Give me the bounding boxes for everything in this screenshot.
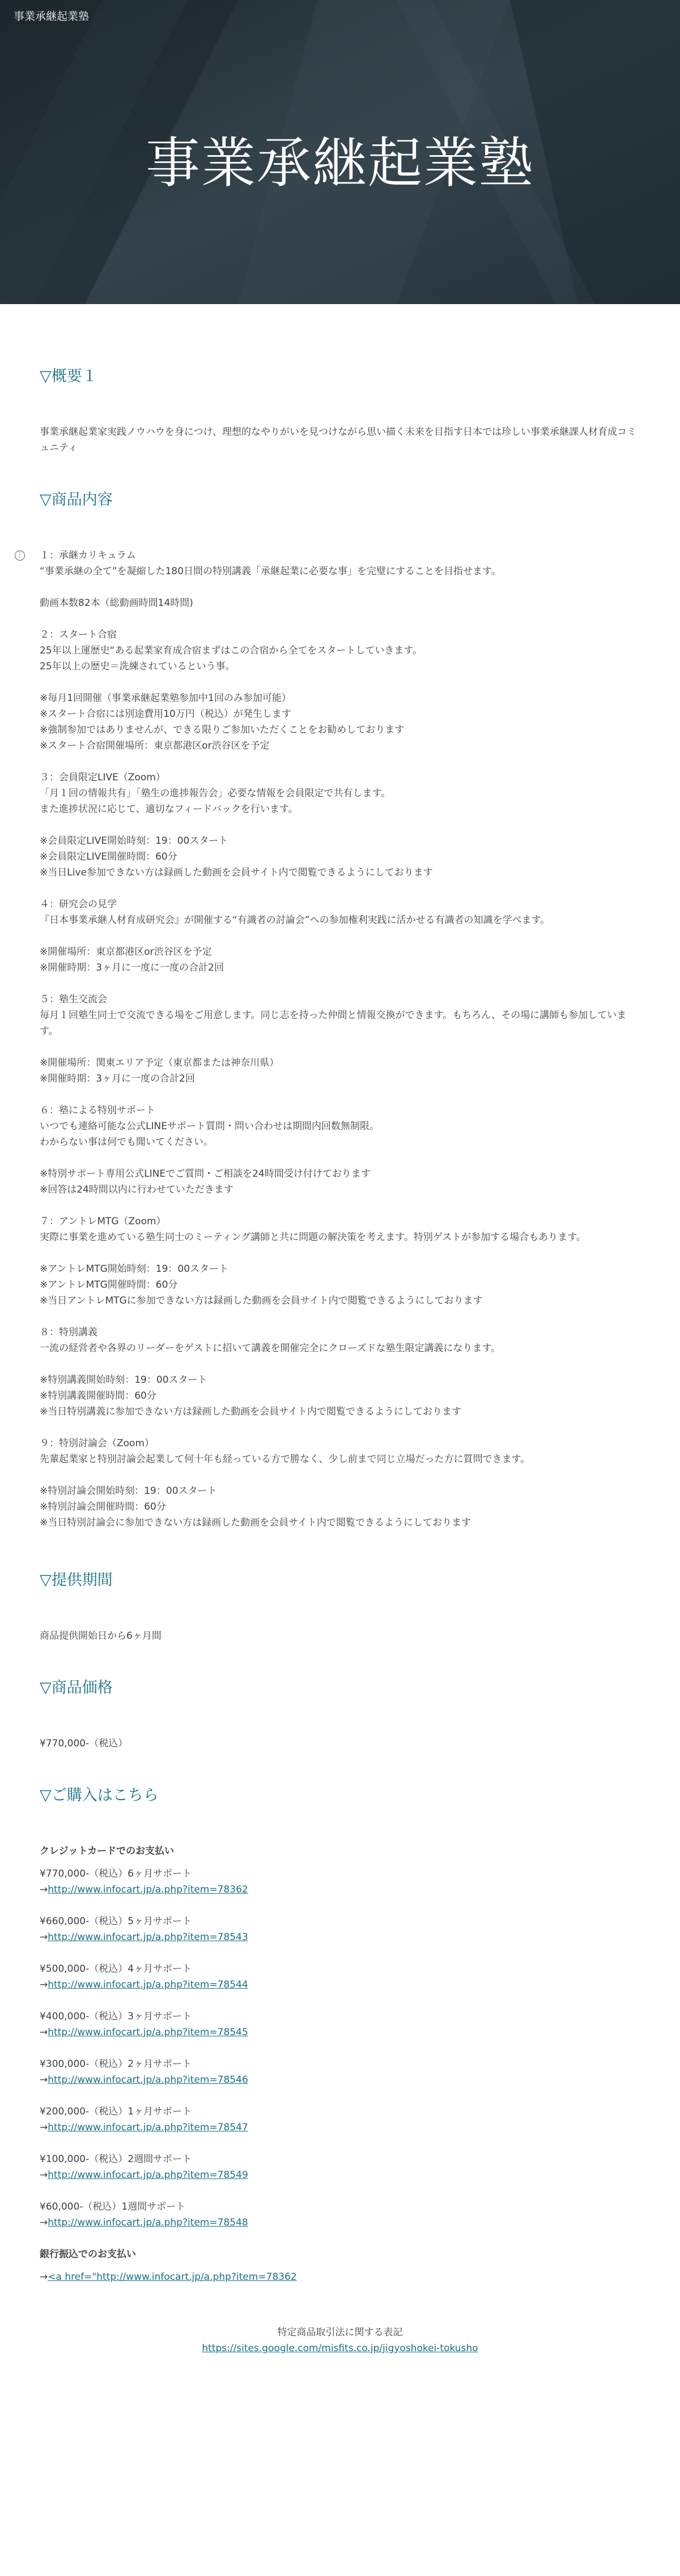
period-text: 商品提供開始日から6ヶ月間 xyxy=(40,1630,162,1642)
purchase-link[interactable]: http://www.infocart.jp/a.php?item=78544 xyxy=(48,1979,248,1990)
arrow: → xyxy=(40,1884,48,1895)
page-footer xyxy=(40,2325,640,2356)
purchase-item xyxy=(40,1866,640,1898)
purchase-section xyxy=(40,1785,640,2285)
period-section xyxy=(40,1570,640,1644)
purchase-heading: ▽ご購入はこちら xyxy=(40,1787,159,1804)
purchase-item xyxy=(40,1913,640,1945)
plan-label: ¥400,000-（税込）3ヶ月サポート xyxy=(40,2011,192,2022)
price-heading: ▽商品価格 xyxy=(40,1679,113,1697)
purchase-item xyxy=(40,2104,640,2135)
purchase-link[interactable]: http://www.infocart.jp/a.php?item=78362 xyxy=(48,1884,248,1895)
plan-label: ¥100,000-（税込）2週間サポート xyxy=(40,2154,192,2165)
plan-label: ¥200,000-（税込）1ヶ月サポート xyxy=(40,2106,192,2117)
legal-notice-label: 特定商品取引法に関する表記 xyxy=(277,2327,403,2338)
overview-section xyxy=(40,366,640,456)
purchase-item xyxy=(40,2199,640,2231)
purchase-link[interactable]: http://www.infocart.jp/a.php?item=78547 xyxy=(48,2122,248,2133)
main-content xyxy=(0,304,680,2379)
arrow: → xyxy=(40,2217,48,2228)
purchase-link[interactable]: http://www.infocart.jp/a.php?item=78549 xyxy=(48,2169,248,2181)
arrow: → xyxy=(40,2074,48,2086)
overview-text: 事業承継起業家実践ノウハウを身につけ、理想的なやりがいを見つけながら思い描く未来を目指す日本では珍しい事業承継課人材育成コミュニティ xyxy=(40,426,636,454)
purchase-link[interactable]: http://www.infocart.jp/a.php?item=78548 xyxy=(48,2217,248,2228)
products-block xyxy=(16,548,640,1531)
plan-label: ¥500,000-（税込）4ヶ月サポート xyxy=(40,1963,192,1975)
legal-notice-link[interactable]: https://sites.google.com/misfits.co.jp/jigyoshokei-tokusho xyxy=(202,2343,478,2354)
plan-label: ¥770,000-（税込）6ヶ月サポート xyxy=(40,1868,192,1879)
purchase-link[interactable]: http://www.infocart.jp/a.php?item=78546 xyxy=(48,2074,248,2086)
purchase-item xyxy=(40,2151,640,2183)
arrow: → xyxy=(40,2122,48,2133)
bank-transfer-item xyxy=(40,2269,640,2285)
purchase-item xyxy=(40,2009,640,2040)
products-heading: ▽商品内容 xyxy=(40,491,113,509)
credit-card-heading: クレジットカードでのお支払い xyxy=(40,1846,175,1857)
plan-label: ¥300,000-（税込）2ヶ月サポート xyxy=(40,2058,192,2070)
arrow: → xyxy=(40,2271,48,2283)
plan-label: ¥60,000-（税込）1週間サポート xyxy=(40,2201,186,2212)
price-text: ¥770,000-（税込） xyxy=(40,1738,128,1749)
hero-banner xyxy=(0,0,680,304)
bank-transfer-heading: 銀行振込でのお支払い xyxy=(40,2249,136,2260)
arrow: → xyxy=(40,1979,48,1990)
purchase-link[interactable]: http://www.infocart.jp/a.php?item=78545 xyxy=(48,2027,248,2038)
purchase-link[interactable]: http://www.infocart.jp/a.php?item=78543 xyxy=(48,1932,248,1943)
arrow: → xyxy=(40,2169,48,2181)
hero-title: 事業承継起業塾 xyxy=(146,131,534,195)
expand-circle-icon[interactable]: ⋮ xyxy=(15,550,25,561)
overview-heading: ▽概要１ xyxy=(40,368,97,385)
arrow: → xyxy=(40,2027,48,2038)
site-name-link[interactable]: 事業承継起業塾 xyxy=(14,10,90,23)
purchase-item xyxy=(40,2056,640,2088)
price-section xyxy=(40,1678,640,1751)
arrow: → xyxy=(40,1932,48,1943)
bank-transfer-link[interactable]: <a href="http://www.infocart.jp/a.php?item=78362 xyxy=(48,2271,297,2283)
products-section xyxy=(16,490,640,1531)
period-heading: ▽提供期間 xyxy=(40,1571,113,1589)
plan-label: ¥660,000-（税込）5ヶ月サポート xyxy=(40,1916,192,1927)
products-text: １：承継カリキュラム “事業承継の全て”を凝縮した180日間の特別講義「承継起業に必要な事」を完璧にすることを目指せます。 動画本数82本（総動画時間14時間) ２：スタート合宿 25年以上運歴史“ある起業家育成合宿まずはこの合宿から全てをスタートしていきます。 25年以上の歴史＝洗練されているという事。 ※毎月1回開催（事業承継起業塾参加中1回のみ参加可能） ※スタート合宿には別途費用10万円（税込）が発生します ※強制参加ではありませんが、できる限りご参加いただくことをお勧めしております ※スタート合宿開催場所：東京都港区or渋谷区を予定 ３：会員限定LIVE（Zoom） 「月１回の情報共有」「塾生の進捗報告会」必要な情報を会員限定で共有します。 また進捗状況に応じて、適切なフィードバックを行います。 ※会員限定LIVE開始時刻：19：00スタート ※会員限定LIVE開催時間：60分 ※当日Live参加できない方は録画した動画を会員サイト内で閲覧できるようにしております ４：研究会の見学 『日本事業承継人材育成研究会』が開催する“有識者の討論会”への参加権利実践に活かせる有識者の知識を学べます。 ※開催場所：東京都港区or渋谷区を予定 ※開催時期：3ヶ月に一度に一度の合計2回 ５：塾生交流会 毎月１回塾生同士で交流できる場をご用意します。同じ志を持った仲間と情報交換ができます。もちろん、その場に講師も参加しています。 ※開催場所：関東エリア予定（東京都または神奈川県） ※開催時期：3ヶ月に一度の合計2回 ６：塾による特別サポート いつでも連絡可能な公式LINEサポート質問・問い合わせは期間内回数無制限。 わからない事は何でも聞いてください。 ※特別サポート専用公式LINEでご質問・ご相談を24時間受け付けております ※回答は24時間以内に行わせていただきます ７：アントレMTG（Zoom） 実際に事業を進めている塾生同士のミーティング講師と共に問題の解決策を考えます。特別ゲストが参加する場合もあります。 ※アントレMTG開始時刻：19：00スタート ※アントレMTG開催時間：60分 ※当日アントレMTGに参加できない方は録画した動画を会員サイト内で閲覧できるようにしております ８：特別講義 一流の経営者や各界のリーダーをゲストに招いて講義を開催完全にクローズドな塾生限定講義になります。 ※特別講義開始時刻：19：00スタート ※特別講義開催時間：60分 ※当日特別講義に参加できない方は録画した動画を会員サイト内で閲覧できるようにしております ９：特別討論会（Zoom） 先輩起業家と特別討論会起業して何十年も経っている方で勝なく、少し前まで同じ立場だった方に質問できます。 ※特別討論会開始時刻：19：00スタート ※特別討論会開催時間：60分 ※当日特別討論会に参加できない方は録画した動画を会員サイト内で閲覧できるようにしております xyxy=(40,550,627,1528)
purchase-item xyxy=(40,1961,640,1993)
